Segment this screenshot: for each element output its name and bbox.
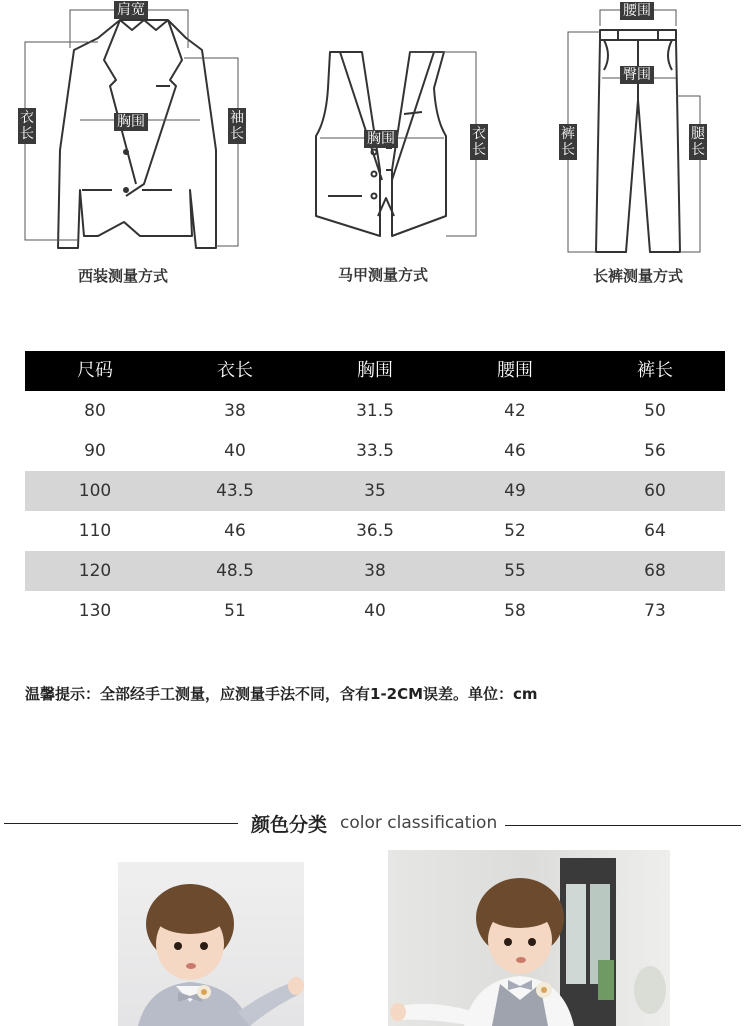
vest-caption: 马甲测量方式 [338, 266, 429, 284]
table-cell: 52 [504, 521, 526, 541]
table-cell: 64 [644, 521, 666, 541]
pants-caption: 长裤测量方式 [593, 267, 684, 285]
table-cell: 60 [644, 481, 666, 501]
table-cell: 130 [78, 601, 112, 621]
table-cell: 56 [644, 441, 666, 461]
table-row [25, 591, 725, 631]
table-cell: 120 [78, 561, 112, 581]
table-cell: 38 [364, 561, 386, 581]
table-cell: 49 [504, 481, 526, 501]
table-cell: 43.5 [216, 481, 254, 501]
color-section-title: 颜色分类 [251, 814, 328, 836]
vest-chest-label: 胸围 [364, 130, 398, 148]
table-cell: 31.5 [356, 401, 394, 421]
table-cell: 55 [504, 561, 526, 581]
table-cell: 58 [504, 601, 526, 621]
table-cell: 50 [644, 401, 666, 421]
table-cell: 36.5 [356, 521, 394, 541]
pants-hip-label: 臀围 [620, 66, 654, 84]
header-size: 尺码 [77, 360, 113, 381]
table-cell: 73 [644, 601, 666, 621]
color-section-subtitle: color classification [340, 813, 498, 833]
pants-thigh-label: 腿长 [691, 126, 705, 158]
header-length: 衣长 [217, 360, 253, 381]
table-cell: 40 [364, 601, 386, 621]
table-cell: 33.5 [356, 441, 394, 461]
pants-waist-label: 腰围 [620, 2, 654, 20]
section-divider-left [4, 823, 238, 824]
table-cell: 90 [84, 441, 106, 461]
product-photo-1[interactable] [118, 862, 304, 1026]
table-row [25, 431, 725, 471]
table-row [25, 551, 725, 591]
vest-length-label: 衣长 [472, 126, 486, 158]
table-cell: 100 [78, 481, 112, 501]
suit-chest-label: 胸围 [114, 113, 148, 131]
size-table-header [25, 351, 725, 391]
table-row [25, 391, 725, 431]
table-row [25, 511, 725, 551]
suit-sleeve-label: 袖长 [230, 110, 244, 142]
table-cell: 40 [224, 441, 246, 461]
table-cell: 46 [504, 441, 526, 461]
table-cell: 51 [224, 601, 246, 621]
table-cell: 38 [224, 401, 246, 421]
measurement-tip: 温馨提示：全部经手工测量，应测量手法不同，含有1-2CM误差。单位：cm [25, 685, 538, 703]
table-cell: 48.5 [216, 561, 254, 581]
header-pants-length: 裤长 [637, 360, 673, 381]
size-table [25, 351, 725, 631]
table-cell: 68 [644, 561, 666, 581]
table-cell: 35 [364, 481, 386, 501]
table-cell: 110 [78, 521, 112, 541]
suit-caption: 西装测量方式 [78, 267, 169, 285]
suit-length-label: 衣长 [20, 110, 34, 142]
table-cell: 46 [224, 521, 246, 541]
suit-shoulder-label: 肩宽 [114, 1, 148, 19]
table-row [25, 471, 725, 511]
pants-length-label: 裤长 [561, 126, 575, 158]
header-chest: 胸围 [357, 360, 393, 381]
product-photo-2[interactable] [388, 850, 670, 1026]
table-cell: 80 [84, 401, 106, 421]
table-cell: 42 [504, 401, 526, 421]
section-divider-right [505, 825, 741, 826]
header-waist: 腰围 [497, 360, 533, 381]
